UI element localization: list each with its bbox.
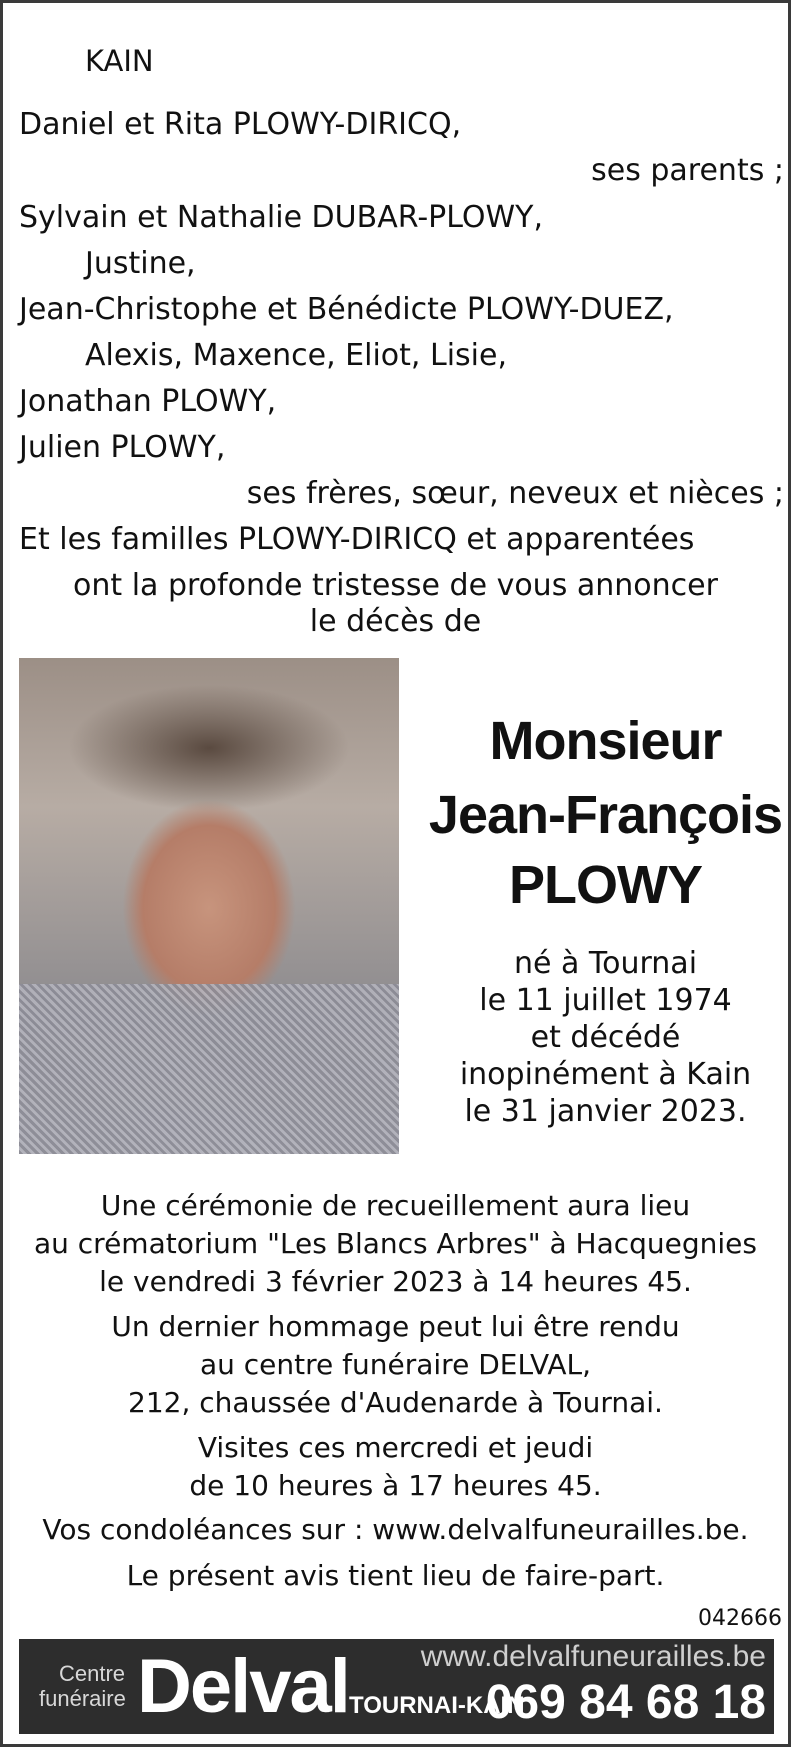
bio-line: né à Tournai [513, 946, 698, 981]
locality: KAIN [85, 44, 154, 78]
ceremony-line: de 10 heures à 17 heures 45. [189, 1469, 602, 1502]
footer-location: TOURNAI-KAIN [349, 1692, 525, 1719]
condolences-line: Vos condoléances sur : www.delvalfuneurailles.be. [42, 1513, 749, 1546]
photo-shirt [19, 984, 399, 1154]
family-line: Sylvain et Nathalie DUBAR-PLOWY, [19, 200, 544, 235]
announce-line: le décès de [309, 604, 482, 639]
brand-name: Delval [137, 1644, 349, 1729]
ceremony-line: Visites ces mercredi et jeudi [197, 1431, 594, 1464]
families-line: Et les familles PLOWY-DIRICQ et apparentées [19, 522, 695, 557]
notice-line: Le présent avis tient lieu de faire-part. [126, 1559, 665, 1592]
family-line: Jonathan PLOWY, [19, 384, 277, 419]
footer-phone[interactable]: 069 84 68 18 [485, 1676, 766, 1729]
deceased-first-name: Jean-François [428, 785, 783, 845]
family-line: Alexis, Maxence, Eliot, Lisie, [85, 338, 507, 373]
ceremony-line: Une cérémonie de recueillement aura lieu [100, 1189, 691, 1222]
footer-label-line1: Centre [59, 1661, 126, 1686]
deceased-photo [19, 658, 399, 1154]
announce-line: ont la profonde tristesse de vous annoncer [73, 568, 718, 603]
bio-line: et décédé [530, 1020, 681, 1055]
ceremony-line: le vendredi 3 février 2023 à 14 heures 45. [99, 1265, 692, 1298]
ceremony-line: 212, chaussée d'Audenarde à Tournai. [128, 1386, 663, 1419]
ceremony-line: au crématorium "Les Blancs Arbres" à Hacquegnies [33, 1227, 757, 1260]
funeral-home-banner [19, 1639, 774, 1734]
footer-website[interactable]: www.delvalfuneurailles.be [420, 1640, 766, 1673]
family-line: Justine, [85, 246, 196, 281]
bio-line: inopinément à Kain [459, 1057, 752, 1092]
ceremony-line: au centre funéraire DELVAL, [199, 1348, 591, 1381]
footer-label-line2: funéraire [39, 1686, 126, 1711]
deceased-last-name: PLOWY [509, 855, 702, 915]
bio-line: le 31 janvier 2023. [464, 1094, 747, 1129]
reference-number: 042666 [698, 1606, 782, 1631]
parents-role: ses parents ; [591, 153, 784, 188]
ceremony-line: Un dernier hommage peut lui être rendu [111, 1310, 680, 1343]
siblings-role: ses frères, sœur, neveux et nièces ; [246, 476, 784, 511]
family-line: Jean-Christophe et Bénédicte PLOWY-DUEZ, [19, 292, 674, 327]
deceased-title: Monsieur [489, 711, 722, 771]
parents-names: Daniel et Rita PLOWY-DIRICQ, [19, 107, 462, 142]
family-line: Julien PLOWY, [19, 430, 226, 465]
bio-line: le 11 juillet 1974 [479, 983, 732, 1018]
